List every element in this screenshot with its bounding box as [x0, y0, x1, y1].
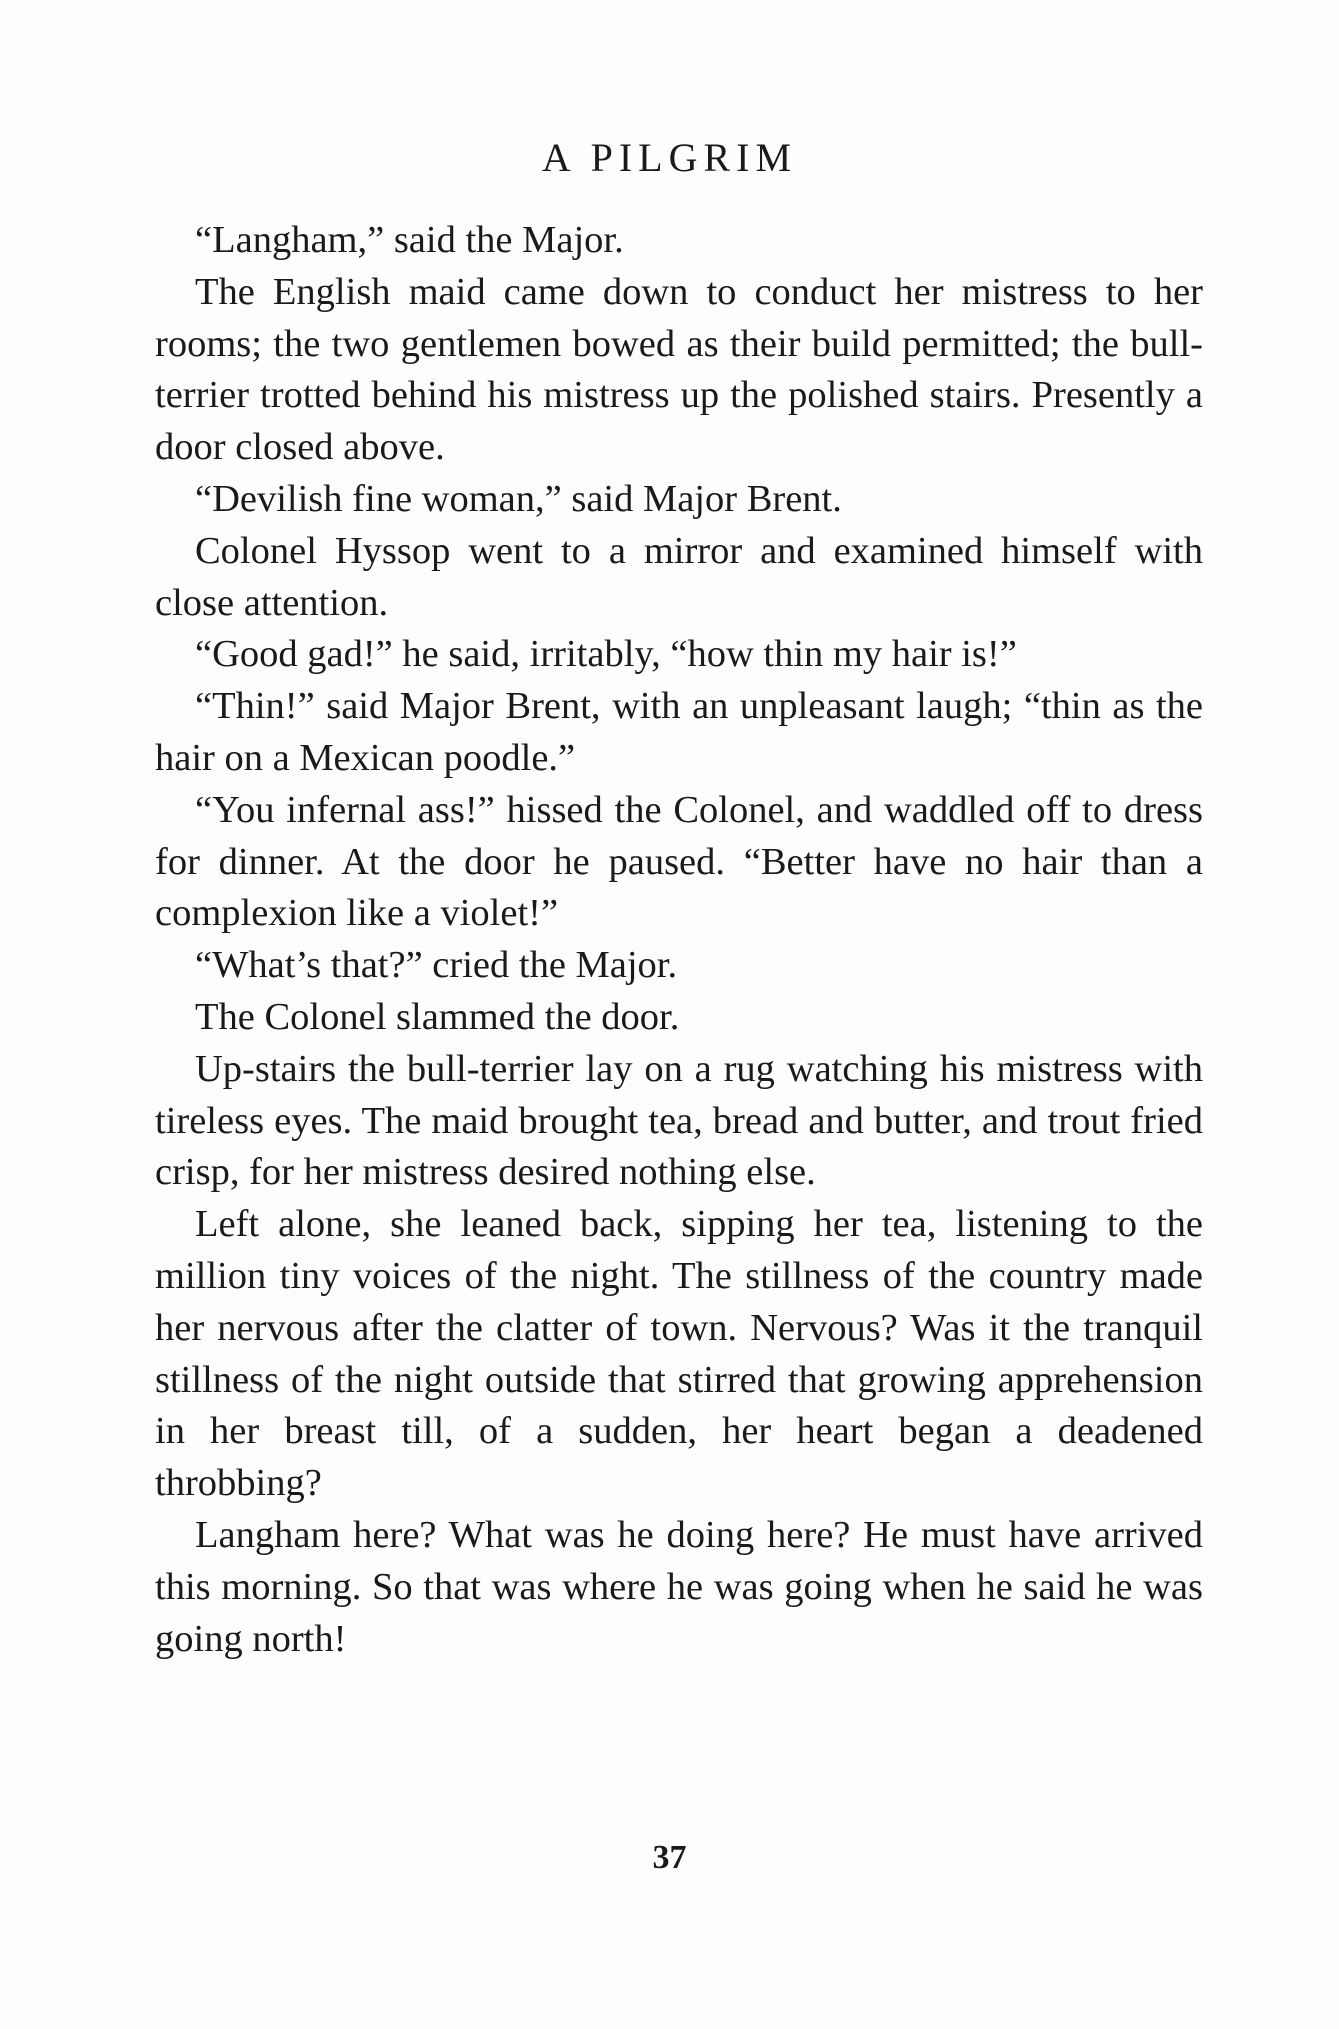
page-number: 37: [652, 1839, 687, 1876]
paragraph: Left alone, she leaned back, sipping her tea, listening to the million tiny voices of the night. The stillness of the country made her nervous after the clatter of town. Nervous? Was it the tranquil stillness of the night outside that stirred that growing apprehension in her breast till, of a sudden, her heart began a deadened throbbing?: [155, 1203, 1203, 1505]
paragraph: The Colonel slammed the door.: [195, 995, 680, 1038]
paragraph: “Langham,” said the Major.: [195, 219, 624, 261]
paragraph: Colonel Hyssop went to a mirror and examined himself with close attention.: [155, 529, 1203, 624]
running-title: A PILGRIM: [541, 135, 798, 180]
paragraph: “Good gad!” he said, irritably, “how thin my hair is!”: [195, 633, 1017, 676]
paragraph: “What’s that?” cried the Major.: [195, 944, 678, 987]
paragraph: Langham here? What was he doing here? He must have arrived this morning. So that was where he was going when he said he was going north!: [155, 1513, 1203, 1660]
paragraph: “Thin!” said Major Brent, with an unpleasant laugh; “thin as the hair on a Mexican poodle.”: [155, 685, 1203, 779]
paragraph: The English maid came down to conduct her mistress to her rooms; the two gentlemen bowed as their build permitted; the bull-terrier trotted behind his mistress up the polished stairs. Presently a door closed above.: [155, 270, 1203, 469]
paragraph: “Devilish fine woman,” said Major Brent.: [195, 477, 842, 520]
paragraph: “You infernal ass!” hissed the Colonel, and waddled off to dress for dinner. At the door he paused. “Better have no hair than a complexion like a violet!”: [155, 788, 1203, 935]
body-text: [155, 215, 1203, 1665]
paragraph: Up-stairs the bull-terrier lay on a rug watching his mistress with tireless eyes. The maid brought tea, bread and butter, and trout fried crisp, for her mistress desired nothing else.: [155, 1047, 1203, 1194]
